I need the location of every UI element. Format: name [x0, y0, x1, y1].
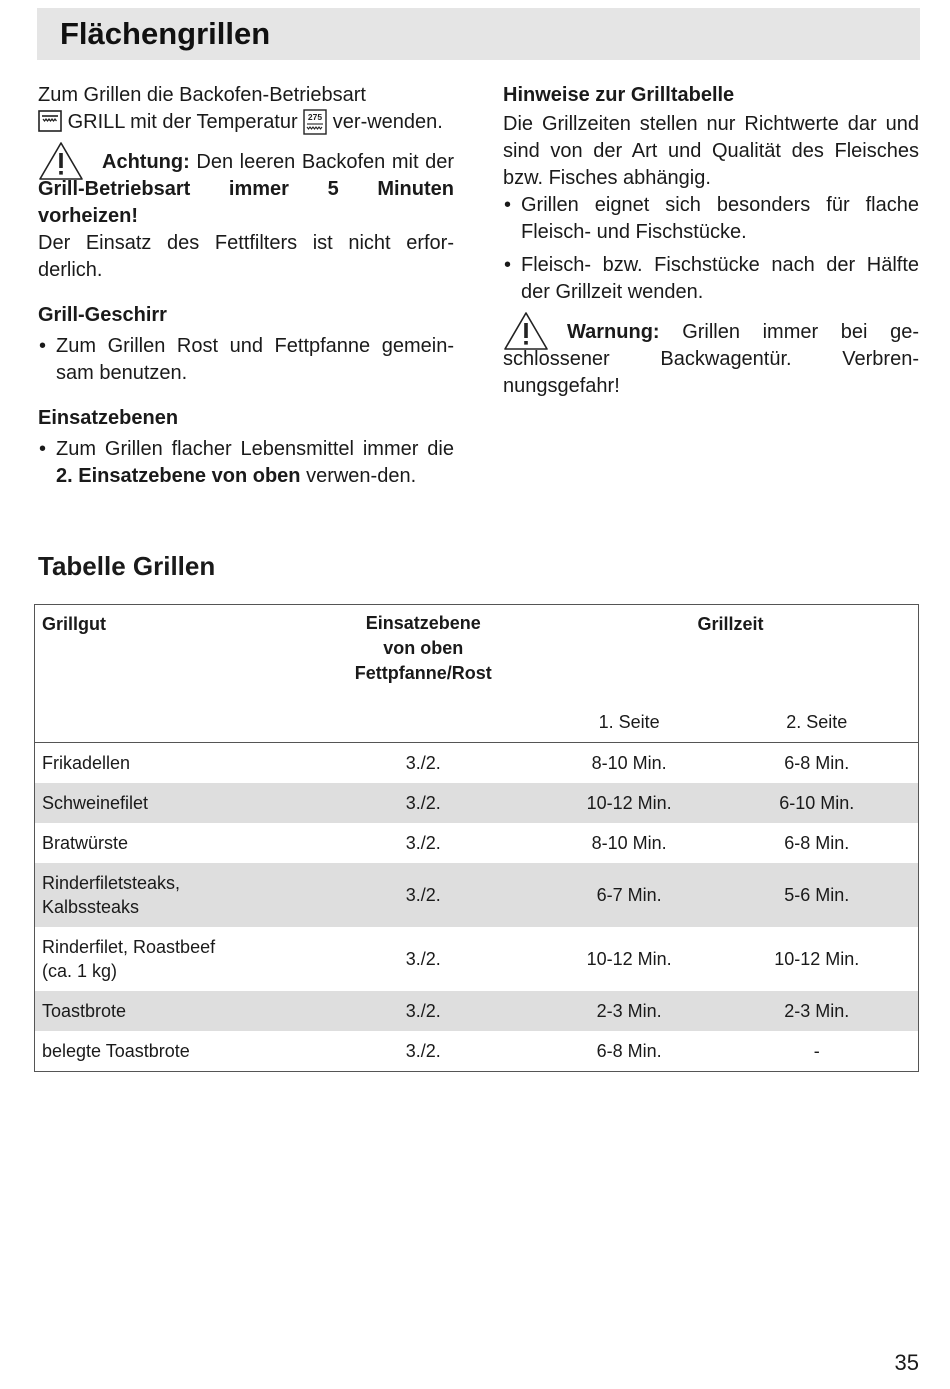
table-subheader-row [35, 702, 919, 743]
cell-side2: - [813, 1040, 820, 1061]
caution-bold-text: Grill-Betriebsart immer 5 Minuten vorheizen! [38, 178, 454, 227]
intro-paragraph [38, 82, 454, 136]
table-header-row [35, 605, 919, 703]
caution-text: Den leeren Backofen mit der [196, 151, 455, 173]
cell-side2: 5-6 Min. [715, 863, 918, 927]
table-row [35, 1031, 919, 1072]
cell-side1: 10-12 Min. [543, 783, 716, 823]
table-title: Tabelle Grillen [38, 551, 216, 581]
table-row [35, 743, 919, 784]
intro-text-b: GRILL mit der Temperatur [67, 111, 298, 133]
header-time: Grillzeit [697, 614, 764, 634]
cell-food: Rinderfilet, Roastbeef (ca. 1 kg) [42, 937, 216, 981]
cell-side2: 6-8 Min. [715, 743, 918, 784]
cell-level: 3./2. [304, 991, 543, 1031]
table-row [35, 823, 919, 863]
cell-level: 3./2. [405, 949, 441, 969]
notes-bullet-1: • Grillen eignet sich besonders für flache Fleisch- und Fischstücke. [504, 194, 919, 243]
cell-food: Toastbrote [35, 991, 304, 1031]
cell-food: belegte Toastbrote [42, 1040, 190, 1061]
cell-side2: 10-12 Min. [774, 949, 860, 969]
header-side2: 2. Seite [786, 711, 848, 732]
intro-text-a: Zum Grillen die Backofen-Betriebsart [38, 84, 366, 106]
cell-side1: 6-7 Min. [543, 863, 716, 927]
caution-block [38, 149, 454, 230]
fatfilter-text: Der Einsatz des Fettfilters ist nicht erfor-derlich. [38, 232, 454, 281]
table-row [35, 863, 919, 927]
table-row [35, 783, 919, 823]
table-row [35, 991, 919, 1031]
cell-side2: 6-10 Min. [715, 783, 918, 823]
cell-level: 3./2. [405, 1040, 441, 1061]
level-bullet: • Zum Grillen flacher Lebensmittel immer die 2. Einsatzebene von oben verwen-den. [39, 438, 454, 487]
notes-bullet-2: • Fleisch- bzw. Fischstücke nach der Hälfte der Grillzeit wenden. [504, 254, 919, 303]
right-column [503, 82, 919, 400]
header-level: Einsatzebene von oben Fettpfanne/Rost [354, 613, 492, 683]
warning-block [503, 319, 919, 400]
cell-side1: 8-10 Min. [591, 832, 667, 853]
temperature-icon [303, 109, 327, 135]
page-number: 35 [894, 1350, 919, 1375]
warning-label: Warnung: [567, 321, 660, 343]
notes-heading: Hinweise zur Grilltabelle [503, 84, 735, 106]
cell-side2: 2-3 Min. [715, 991, 918, 1031]
cell-food: Bratwürste [42, 832, 129, 853]
page-title: Flächengrillen [60, 16, 271, 51]
cell-level: 3./2. [304, 863, 543, 927]
table-row [35, 927, 919, 991]
warning-text: Grillen immer bei ge-schlossener Backwagentür. Verbren-nungsgefahr! [503, 321, 919, 397]
cell-food: Rinderfiletsteaks, Kalbssteaks [35, 863, 304, 927]
cell-side2: 6-8 Min. [784, 832, 850, 853]
intro-text-c: ver-wenden. [332, 111, 443, 133]
level-heading: Einsatzebenen [38, 407, 179, 429]
cookware-bullet: • Zum Grillen Rost und Fettpfanne gemein-sam benutzen. [39, 335, 454, 384]
header-food: Grillgut [42, 614, 106, 634]
warning-triangle-icon [38, 141, 84, 181]
cell-side1: 6-8 Min. [596, 1040, 662, 1061]
grill-table [34, 604, 919, 1072]
title-bar [37, 8, 920, 60]
cookware-heading: Grill-Geschirr [38, 304, 167, 326]
cell-level: 3./2. [304, 743, 543, 784]
warning-triangle-icon [503, 311, 549, 351]
cell-level: 3./2. [405, 832, 441, 853]
cell-side1: 8-10 Min. [543, 743, 716, 784]
cell-food: Schweinefilet [35, 783, 304, 823]
caution-label: Achtung: [102, 151, 190, 173]
cell-food: Frikadellen [35, 743, 304, 784]
cell-side1: 10-12 Min. [586, 949, 672, 969]
grill-mode-icon [38, 110, 62, 132]
notes-text: Die Grillzeiten stellen nur Richtwerte dar und sind von der Art und Qualität des Fleisches bzw. Fisches abhängig. [503, 113, 919, 189]
cell-level: 3./2. [304, 783, 543, 823]
header-side1: 1. Seite [598, 711, 660, 732]
left-column [38, 82, 454, 490]
cell-side1: 2-3 Min. [543, 991, 716, 1031]
svg-text:275: 275 [308, 112, 323, 122]
